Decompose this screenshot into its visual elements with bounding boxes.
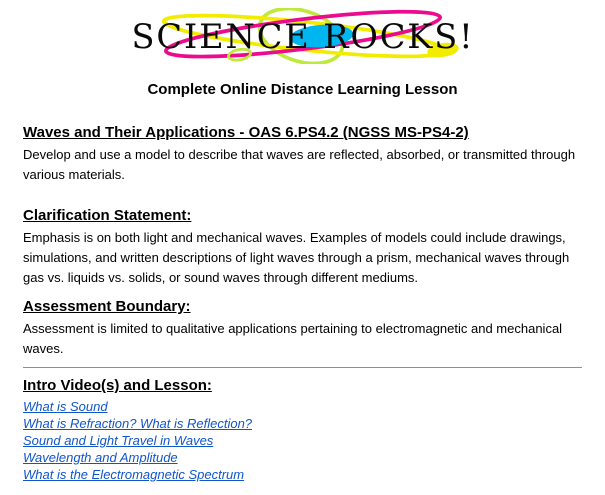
section-standard — [23, 124, 582, 185]
section-divider — [23, 367, 582, 368]
link-list — [23, 398, 582, 483]
link-what-is-sound[interactable]: What is Sound — [23, 399, 108, 414]
science-rocks-logo — [125, 8, 481, 64]
assessment-body: Assessment is limited to qualitative applications pertaining to electromagnetic and mechanical waves. — [23, 321, 563, 356]
standard-heading: Waves and Their Applications - OAS 6.PS4.2 (NGSS MS-PS4-2) — [23, 124, 469, 141]
section-intro-videos — [23, 377, 582, 483]
link-sound-light-travel[interactable]: Sound and Light Travel in Waves — [23, 433, 214, 448]
clarification-heading: Clarification Statement: — [23, 207, 192, 224]
document-subtitle: Complete Online Distance Learning Lesson — [147, 81, 458, 98]
intro-videos-heading: Intro Video(s) and Lesson: — [23, 377, 212, 394]
section-clarification — [23, 207, 582, 288]
link-wavelength-amplitude[interactable]: Wavelength and Amplitude — [23, 450, 178, 465]
clarification-body: Emphasis is on both light and mechanical waves. Examples of models could include drawings, simulations, and written descriptions of light waves through a prism, mechanical waves through gas vs. liquids vs. solids, or sound waves through different mediums. — [23, 230, 570, 285]
section-assessment — [23, 298, 582, 359]
logo-text: SCIENCE ROCKS! — [131, 17, 474, 57]
standard-body: Develop and use a model to describe that waves are reflected, absorbed, or transmitted through various materials. — [23, 147, 576, 182]
link-refraction-reflection[interactable]: What is Refraction? What is Reflection? — [23, 416, 253, 431]
assessment-heading: Assessment Boundary: — [23, 298, 191, 315]
logo — [23, 8, 582, 64]
link-electromagnetic-spectrum[interactable]: What is the Electromagnetic Spectrum — [23, 467, 245, 482]
